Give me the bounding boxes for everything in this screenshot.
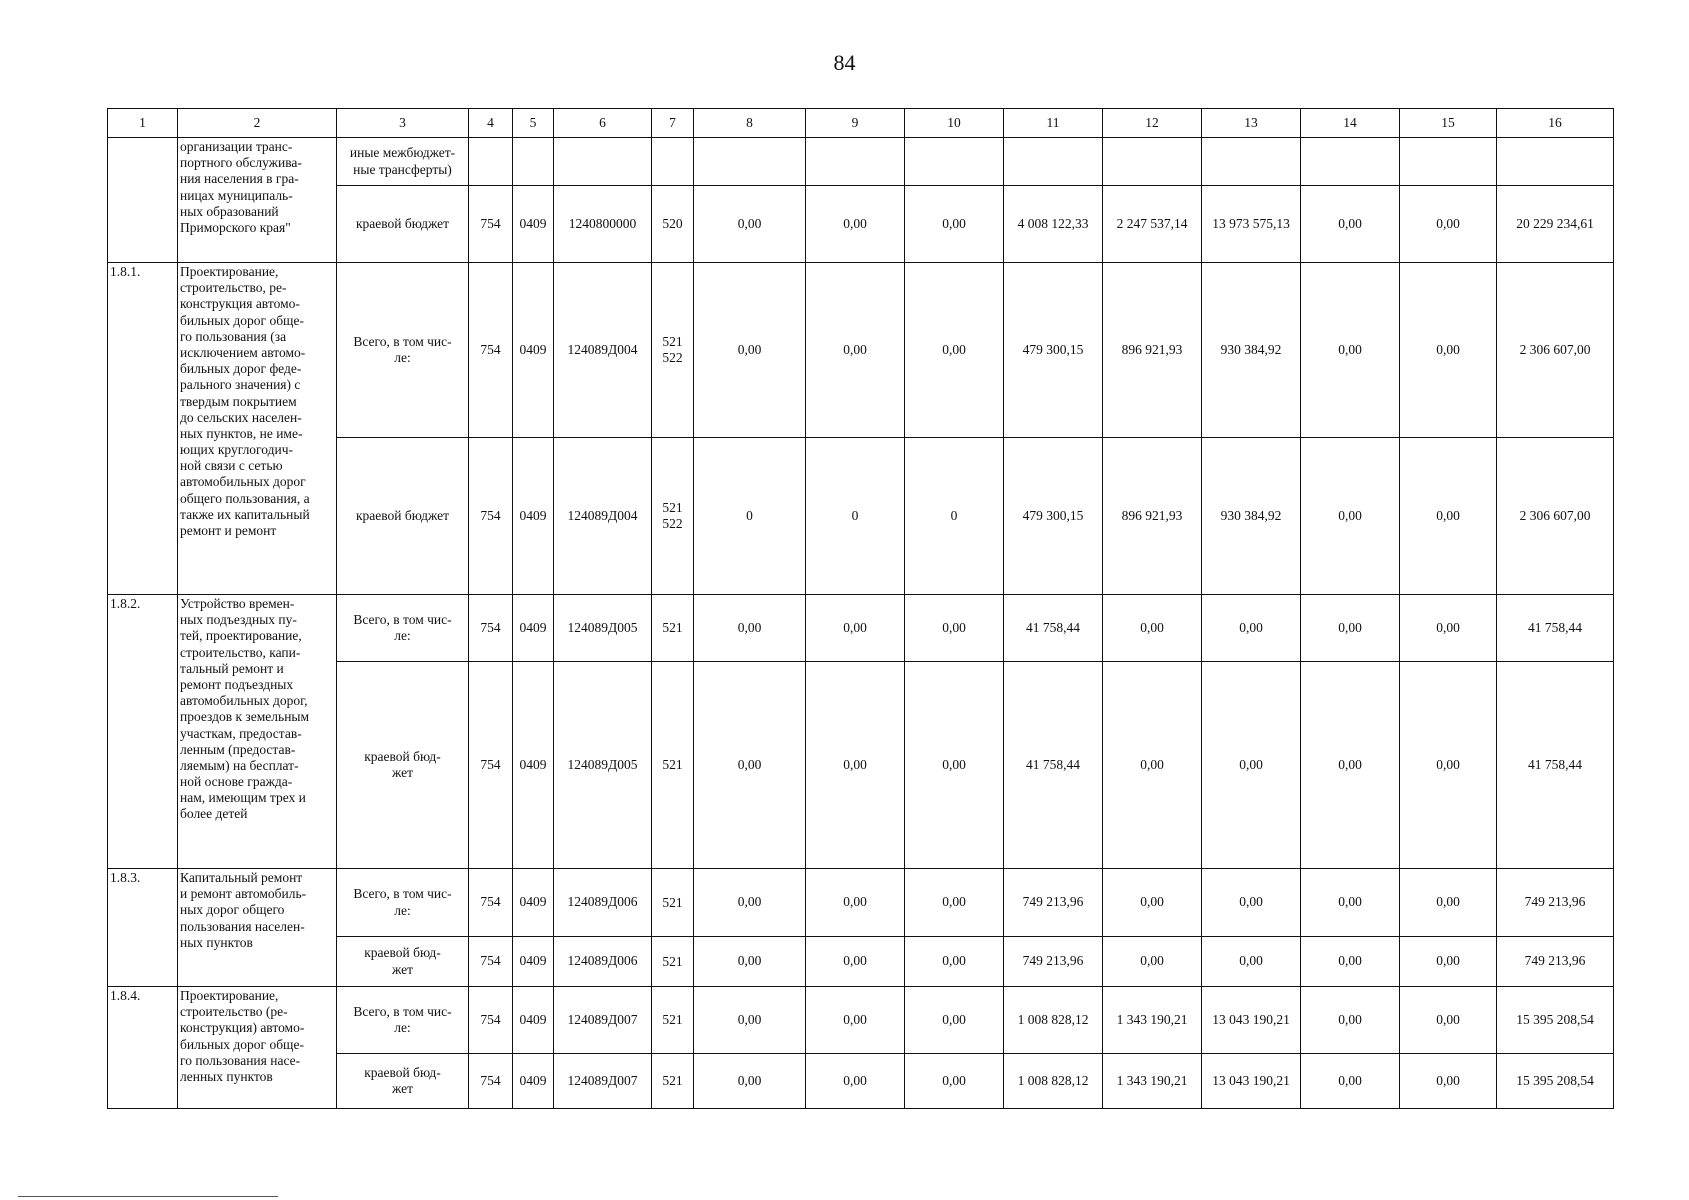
amount-col-12: 896 921,93 [1103,263,1202,438]
amount-col-10: 0,00 [905,662,1004,869]
amount-col-13 [1202,138,1301,186]
funding-source: Всего, в том чис- ле: [337,263,469,438]
amount-col-15: 0,00 [1400,438,1497,595]
amount-col-15: 0,00 [1400,1054,1497,1109]
amount-col-14 [1301,138,1400,186]
amount-col-9: 0,00 [806,662,905,869]
code-target: 124089Д004 [554,438,652,595]
code-grbs: 754 [469,662,513,869]
amount-col-14: 0,00 [1301,595,1400,662]
amount-col-15: 0,00 [1400,987,1497,1054]
code-expense-type: 521 [652,595,694,662]
code-grbs: 754 [469,595,513,662]
amount-col-11: 479 300,15 [1004,438,1103,595]
amount-col-11: 479 300,15 [1004,263,1103,438]
code-grbs: 754 [469,869,513,937]
amount-col-8: 0,00 [694,662,806,869]
amount-col-11: 4 008 122,33 [1004,186,1103,263]
code-grbs: 754 [469,1054,513,1109]
amount-col-8 [694,138,806,186]
amount-col-13: 930 384,92 [1202,438,1301,595]
item-description: Капитальный ремонт и ремонт автомобиль- ных дорог общего пользования населен- ных пунктов [178,869,337,987]
header-cell: 12 [1103,109,1202,138]
table-row [108,263,1614,438]
amount-col-15: 0,00 [1400,937,1497,987]
amount-total [1497,138,1614,186]
funding-source: краевой бюд- жет [337,662,469,869]
header-cell: 7 [652,109,694,138]
code-section [513,138,554,186]
amount-total: 749 213,96 [1497,869,1614,937]
item-description: организации транс- портного обслужива- ния населения в гра- ницах муниципаль- ных образований Приморского края" [178,138,337,263]
header-cell: 13 [1202,109,1301,138]
code-section: 0409 [513,1054,554,1109]
funding-source: иные межбюджет- ные трансферты) [337,138,469,186]
table-body [108,109,1614,1109]
code-target [554,138,652,186]
item-number [108,138,178,263]
amount-col-11: 1 008 828,12 [1004,1054,1103,1109]
header-row [108,109,1614,138]
amount-col-8: 0,00 [694,186,806,263]
header-cell: 10 [905,109,1004,138]
table-row [108,595,1614,662]
amount-col-15: 0,00 [1400,869,1497,937]
amount-col-10 [905,138,1004,186]
amount-col-12: 2 247 537,14 [1103,186,1202,263]
amount-col-12: 0,00 [1103,869,1202,937]
code-target: 124089Д005 [554,595,652,662]
amount-col-13: 0,00 [1202,662,1301,869]
amount-col-15: 0,00 [1400,263,1497,438]
amount-col-9: 0,00 [806,1054,905,1109]
amount-total: 2 306 607,00 [1497,438,1614,595]
amount-col-15: 0,00 [1400,662,1497,869]
amount-col-9: 0,00 [806,937,905,987]
funding-source: Всего, в том чис- ле: [337,987,469,1054]
amount-col-9: 0,00 [806,869,905,937]
amount-col-15 [1400,138,1497,186]
table-row [108,987,1614,1054]
header-cell: 1 [108,109,178,138]
header-cell: 2 [178,109,337,138]
footnote-separator [18,1196,278,1197]
amount-col-8: 0,00 [694,987,806,1054]
code-grbs: 754 [469,937,513,987]
code-section: 0409 [513,869,554,937]
item-description: Проектирование, строительство, ре- конструкция автомо- бильных дорог обще- го пользования (за исключением автомо- бильных дорог феде- рального значения) с твердым покрытием до сельских населен- ных пунктов, не име- ющих круглогодич- ной связи с сетью автомобильных дорог общего пользования, а также их капитальный ремонт и ремонт [178,263,337,595]
amount-col-10: 0,00 [905,186,1004,263]
code-section: 0409 [513,263,554,438]
amount-total: 15 395 208,54 [1497,1054,1614,1109]
amount-col-8: 0 [694,438,806,595]
code-target: 124089Д007 [554,987,652,1054]
item-number: 1.8.4. [108,987,178,1109]
code-expense-type: 521 [652,937,694,987]
code-target: 124089Д006 [554,869,652,937]
code-section: 0409 [513,186,554,263]
amount-col-15: 0,00 [1400,595,1497,662]
code-section: 0409 [513,595,554,662]
amount-col-11: 41 758,44 [1004,595,1103,662]
funding-source: краевой бюджет [337,186,469,263]
code-expense-type: 521 522 [652,438,694,595]
code-grbs: 754 [469,438,513,595]
code-section: 0409 [513,987,554,1054]
amount-col-14: 0,00 [1301,186,1400,263]
code-expense-type: 521 [652,1054,694,1109]
header-cell: 6 [554,109,652,138]
amount-col-12: 896 921,93 [1103,438,1202,595]
amount-col-9: 0,00 [806,186,905,263]
amount-col-10: 0,00 [905,1054,1004,1109]
amount-col-8: 0,00 [694,595,806,662]
amount-col-11: 1 008 828,12 [1004,987,1103,1054]
budget-table [107,108,1614,1109]
header-cell: 11 [1004,109,1103,138]
header-cell: 9 [806,109,905,138]
header-cell: 15 [1400,109,1497,138]
funding-source: краевой бюджет [337,438,469,595]
amount-col-14: 0,00 [1301,937,1400,987]
amount-total: 15 395 208,54 [1497,987,1614,1054]
amount-col-14: 0,00 [1301,662,1400,869]
amount-total: 41 758,44 [1497,662,1614,869]
funding-source: краевой бюд- жет [337,937,469,987]
code-section: 0409 [513,937,554,987]
code-target: 124089Д005 [554,662,652,869]
funding-source: краевой бюд- жет [337,1054,469,1109]
funding-source: Всего, в том чис- ле: [337,869,469,937]
item-number: 1.8.1. [108,263,178,595]
table-row [108,138,1614,186]
header-cell: 3 [337,109,469,138]
code-target: 124089Д007 [554,1054,652,1109]
amount-col-14: 0,00 [1301,263,1400,438]
code-target: 1240800000 [554,186,652,263]
amount-col-12: 0,00 [1103,937,1202,987]
code-expense-type: 521 [652,987,694,1054]
amount-col-10: 0,00 [905,987,1004,1054]
item-description: Проектирование, строительство (ре- конструкция) автомо- бильных дорог обще- го пользования насе- ленных пунктов [178,987,337,1109]
funding-source: Всего, в том чис- ле: [337,595,469,662]
amount-col-10: 0,00 [905,869,1004,937]
header-cell: 8 [694,109,806,138]
item-number: 1.8.3. [108,869,178,987]
amount-col-13: 930 384,92 [1202,263,1301,438]
header-cell: 5 [513,109,554,138]
code-section: 0409 [513,438,554,595]
amount-col-13: 0,00 [1202,869,1301,937]
amount-total: 41 758,44 [1497,595,1614,662]
amount-col-13: 13 043 190,21 [1202,987,1301,1054]
amount-col-8: 0,00 [694,263,806,438]
amount-col-8: 0,00 [694,1054,806,1109]
amount-col-8: 0,00 [694,937,806,987]
amount-col-13: 13 043 190,21 [1202,1054,1301,1109]
amount-col-9: 0,00 [806,987,905,1054]
item-description: Устройство времен- ных подъездных пу- тей, проектирование, строительство, капи- тальный ремонт и ремонт подъездных автомобильных дорог, проездов к земельным участкам, предостав- ленным (предостав- ляемым) на бесплат- ной основе гражда- нам, имеющим трех и более детей [178,595,337,869]
amount-col-14: 0,00 [1301,1054,1400,1109]
amount-col-9 [806,138,905,186]
amount-col-12 [1103,138,1202,186]
amount-col-10: 0,00 [905,263,1004,438]
amount-col-14: 0,00 [1301,869,1400,937]
amount-col-14: 0,00 [1301,987,1400,1054]
amount-col-9: 0,00 [806,263,905,438]
amount-col-13: 13 973 575,13 [1202,186,1301,263]
amount-col-14: 0,00 [1301,438,1400,595]
code-grbs: 754 [469,987,513,1054]
amount-col-11: 749 213,96 [1004,937,1103,987]
amount-col-10: 0,00 [905,595,1004,662]
amount-col-15: 0,00 [1400,186,1497,263]
code-grbs: 754 [469,263,513,438]
code-expense-type: 520 [652,186,694,263]
amount-col-11 [1004,138,1103,186]
amount-total: 2 306 607,00 [1497,263,1614,438]
amount-col-12: 1 343 190,21 [1103,1054,1202,1109]
amount-col-13: 0,00 [1202,595,1301,662]
code-target: 124089Д004 [554,263,652,438]
code-target: 124089Д006 [554,937,652,987]
amount-col-9: 0 [806,438,905,595]
amount-col-11: 749 213,96 [1004,869,1103,937]
amount-col-9: 0,00 [806,595,905,662]
amount-col-10: 0,00 [905,937,1004,987]
amount-col-10: 0 [905,438,1004,595]
amount-col-11: 41 758,44 [1004,662,1103,869]
page-number: 84 [833,50,856,75]
code-expense-type: 521 [652,662,694,869]
amount-col-12: 0,00 [1103,595,1202,662]
code-expense-type: 521 522 [652,263,694,438]
amount-total: 20 229 234,61 [1497,186,1614,263]
code-expense-type: 521 [652,869,694,937]
header-cell: 14 [1301,109,1400,138]
header-cell: 16 [1497,109,1614,138]
code-grbs [469,138,513,186]
code-section: 0409 [513,662,554,869]
amount-col-12: 0,00 [1103,662,1202,869]
code-grbs: 754 [469,186,513,263]
amount-col-12: 1 343 190,21 [1103,987,1202,1054]
amount-col-13: 0,00 [1202,937,1301,987]
item-number: 1.8.2. [108,595,178,869]
amount-col-8: 0,00 [694,869,806,937]
amount-total: 749 213,96 [1497,937,1614,987]
table-row [108,869,1614,937]
header-cell: 4 [469,109,513,138]
code-expense-type [652,138,694,186]
